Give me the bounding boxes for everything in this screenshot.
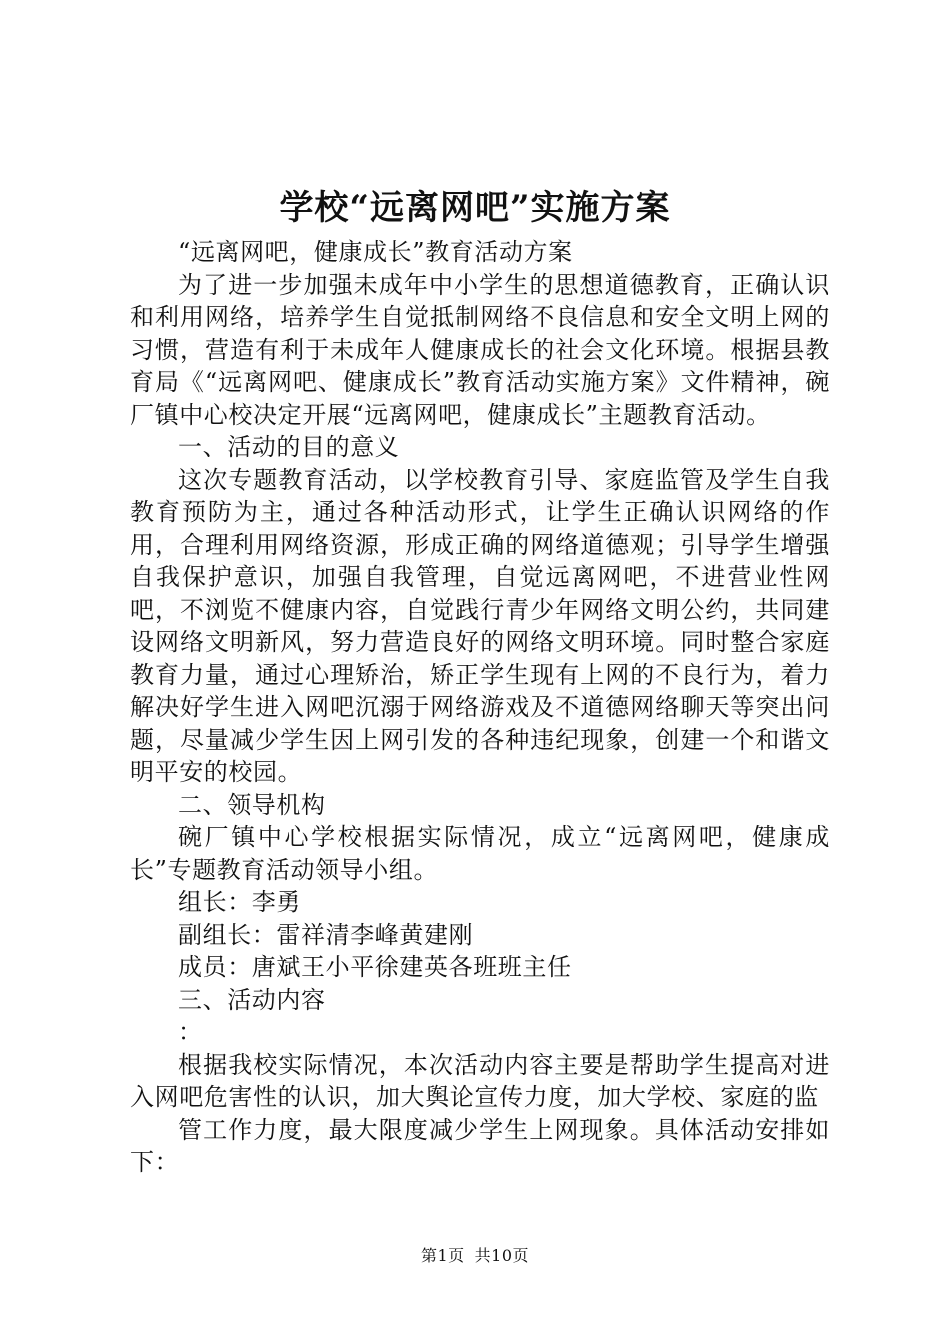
purpose-paragraph: 这次专题教育活动，以学校教育引导、家庭监管及学生自我教育预防为主，通过各种活动形式，让学生正确认识网络的作用，合理利用网络资源，形成正确的网络道德观；引导学生增强自我保护意识，加强自我管理，自觉远离网吧，不进营业性网吧，不浏览不健康内容，自觉践行青少年网络文明公约，共同建设网络文明新风，努力营造良好的网络文明环境。同时整合家庭教育力量，通过心理矫治，矫正学生现有上网的不良行为，着力解决好学生进入网吧沉溺于网络游戏及不道德网络聊天等突出问题，尽量减少学生因上网引发的各种违纪现象，创建一个和谐文明平安的校园。 [130, 465, 830, 786]
intro-paragraph: 为了进一步加强未成年中小学生的思想道德教育，正确认识和利用网络，培养学生自觉抵制网络不良信息和安全文明上网的习惯，营造有利于未成年人健康成长的社会文化环境。根据县教育局《“远离网吧、健康成长”教育活动实施方案》文件精神，碗厂镇中心校决定开展“远离网吧，健康成长”主题教育活动。 [130, 270, 830, 429]
document-body [130, 236, 830, 1179]
section-heading-leadership: 二、领导机构 [178, 790, 326, 819]
leader-line: 组长：李勇 [178, 888, 301, 916]
content-paragraph: 根据我校实际情况，本次活动内容主要是帮助学生提高对进入网吧危害性的认识，加大舆论宣传力度，加大学校、家庭的监 [130, 1050, 830, 1111]
subtitle-paragraph: “远离网吧，健康成长”教育活动方案 [178, 238, 573, 266]
section-heading-purpose: 一、活动的目的意义 [178, 433, 400, 461]
section-heading-content: 三、活动内容 [178, 985, 326, 1014]
document-title: 学校“远离网吧”实施方案 [279, 188, 671, 228]
page-footer [0, 1246, 950, 1266]
page-total: 共10页 [474, 1246, 530, 1265]
content-paragraph-continued: 管工作力度，最大限度减少学生上网现象。具体活动安排如下： [130, 1115, 830, 1176]
page-number: 第1页 [420, 1246, 465, 1265]
leadership-paragraph: 碗厂镇中心学校根据实际情况，成立“远离网吧，健康成长”专题教育活动领导小组。 [130, 823, 830, 884]
colon-line: ： [178, 1018, 203, 1046]
deputy-leader-line: 副组长：雷祥清李峰黄建刚 [178, 920, 474, 949]
members-line: 成员：唐斌王小平徐建英各班班主任 [178, 953, 572, 981]
